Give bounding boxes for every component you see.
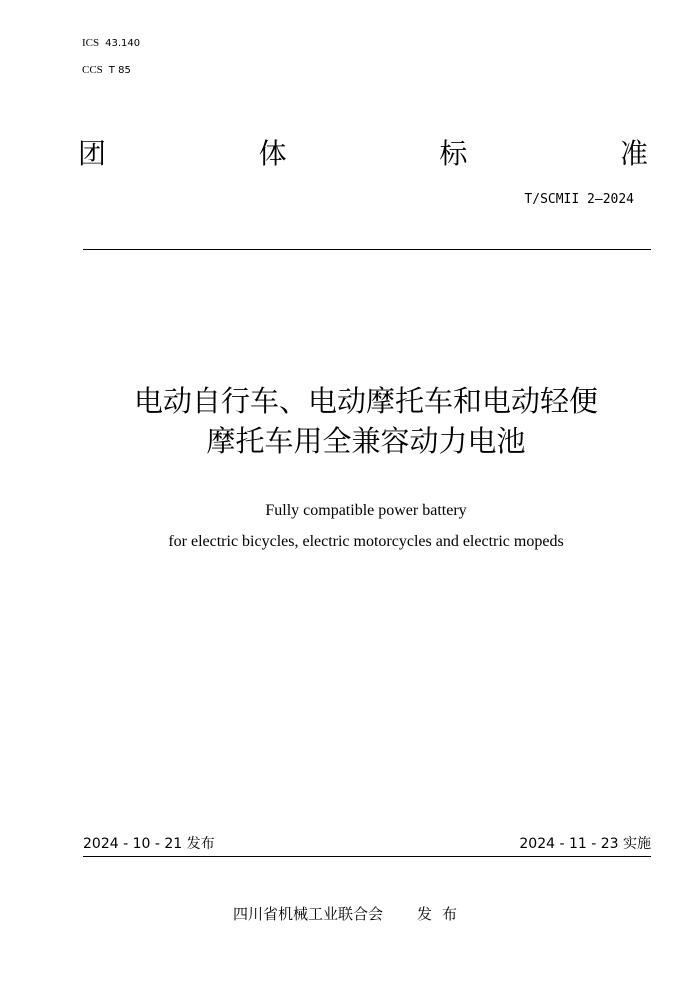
title-english-line-2: for electric bicycles, electric motorcycles and electric mopeds — [168, 533, 564, 550]
issue-date-label: 发布 — [186, 836, 215, 852]
title-chinese-line-1: 电动自行车、电动摩托车和电动轻便 — [133, 384, 598, 418]
ccs-code: T 85 — [108, 65, 131, 76]
ics-classification — [82, 36, 140, 51]
standard-type-char: 标 — [439, 137, 468, 170]
footer-divider — [83, 856, 651, 857]
ccs-classification — [82, 63, 131, 78]
standard-number: T/SCMII 2—2024 — [524, 192, 634, 207]
standard-type-char: 准 — [619, 137, 648, 170]
ics-label: ICS — [82, 37, 100, 49]
issue-date — [83, 834, 215, 854]
publisher-action: 发布 — [417, 905, 468, 923]
implementation-date-value: 2024 - 11 - 23 — [519, 836, 619, 852]
ccs-label: CCS — [82, 64, 103, 76]
header-divider — [83, 249, 651, 250]
ics-code: 43.140 — [105, 38, 141, 49]
implementation-date — [519, 834, 651, 854]
standard-type-heading — [78, 136, 648, 172]
publisher-line — [0, 904, 700, 924]
standard-type-char: 体 — [258, 137, 287, 170]
publisher-name: 四川省机械工业联合会 — [232, 905, 383, 923]
title-chinese-line-2: 摩托车用全兼容动力电池 — [206, 424, 526, 458]
standard-type-char: 团 — [78, 137, 107, 170]
title-english-line-1: Fully compatible power battery — [265, 502, 467, 519]
issue-date-value: 2024 - 10 - 21 — [83, 836, 183, 852]
implementation-date-label: 实施 — [623, 836, 651, 852]
